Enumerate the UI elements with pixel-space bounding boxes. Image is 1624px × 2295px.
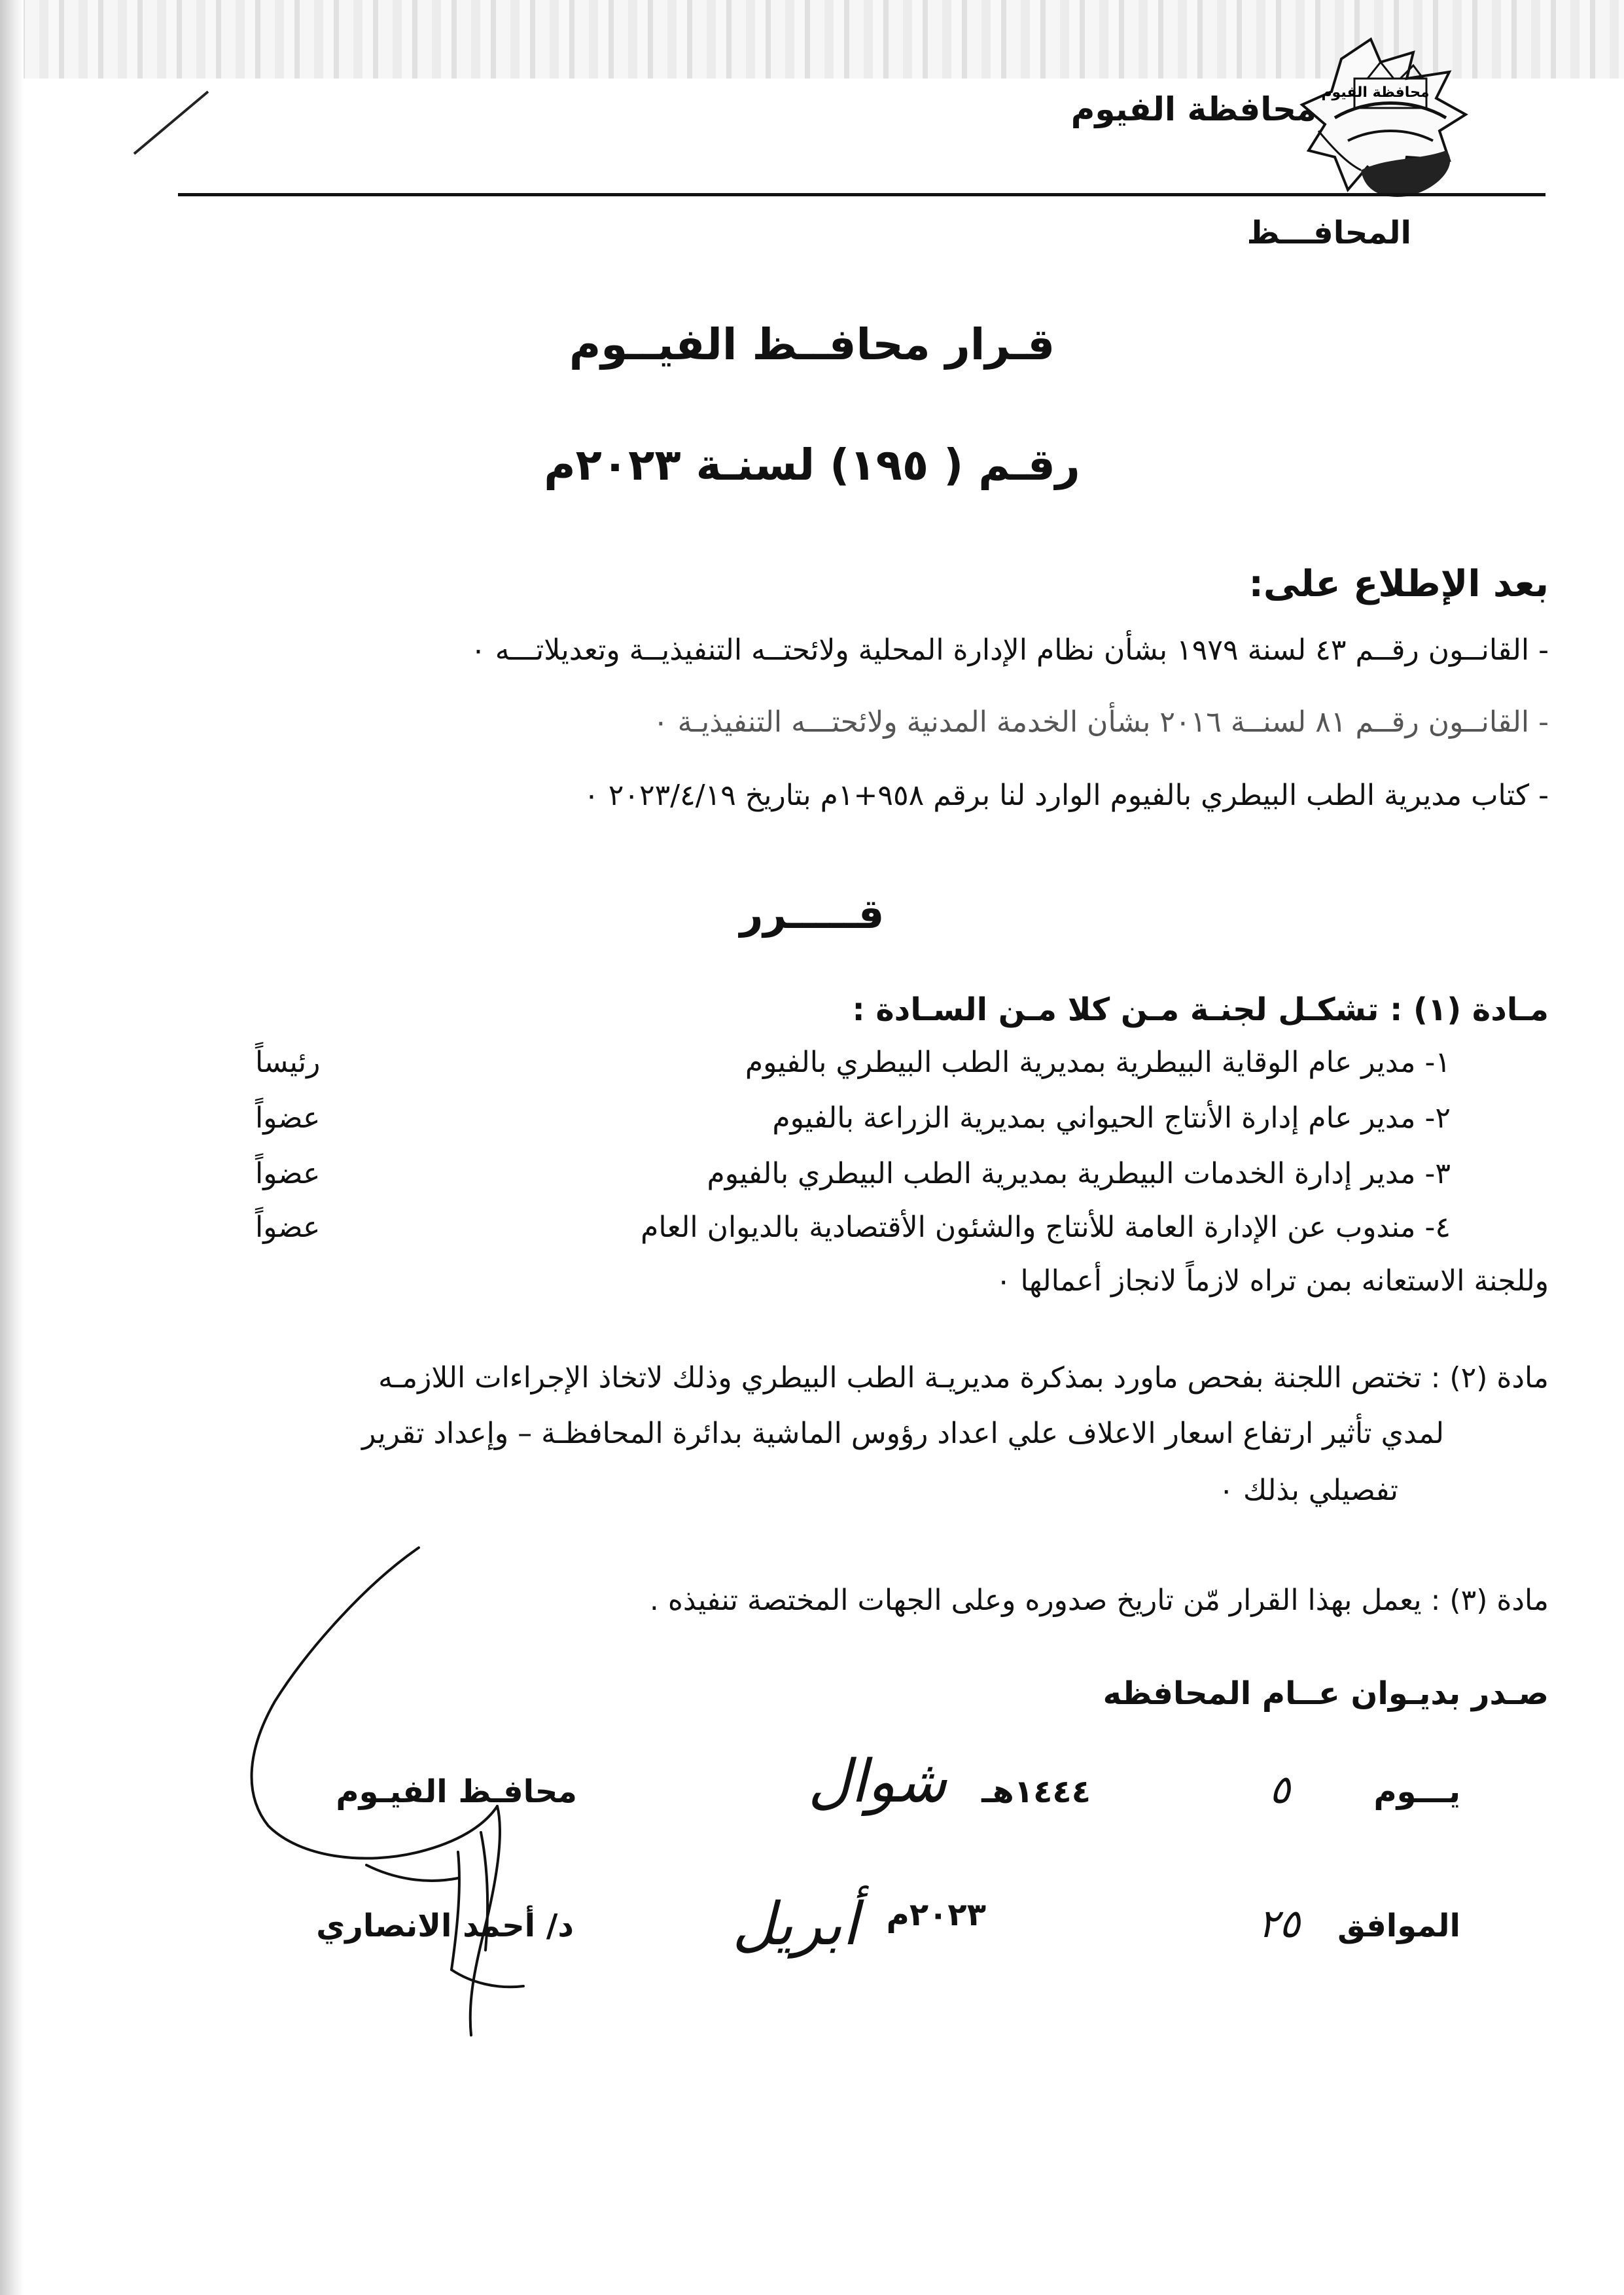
article-3: مادة (٣) : يعمل بهذا القرار مّن تاريخ صدوره وعلى الجهات المختصة تنفيذه .: [649, 1584, 1549, 1617]
reference-item: - القانــون رقــم ٨١ لسنــة ٢٠١٦ بشأن الخدمة المدنية ولائحتـــه التنفيذيـة ٠: [652, 705, 1549, 739]
article-1-heading: مـادة (١) : تشكـل لجنـة مـن كلا مـن السـادة :: [852, 991, 1549, 1028]
decree-title: قـرار محافــظ الفيــوم: [569, 319, 1055, 370]
preamble-heading: بعد الإطلاع على:: [1248, 563, 1549, 605]
emblem-text: محافظة الفيوم: [1321, 84, 1430, 101]
handwritten-signature: [252, 1548, 523, 2035]
committee-member: ٣- مدير إدارة الخدمات البيطرية بمديرية الطب البيطري بالفيوم: [707, 1157, 1451, 1190]
hijri-year: ١٤٤٤هـ: [981, 1773, 1091, 1810]
article-1-note: وللجنة الاستعانه بمن تراه لازماً لانجاز أعمالها ٠: [995, 1264, 1549, 1298]
governorate-label: محافظة الفيوم: [1070, 90, 1316, 128]
committee-member: ٤- مندوب عن الإدارة العامة للأنتاج والشئون الأقتصادية بالديوان العام: [641, 1211, 1451, 1244]
decision-heading: قـــــرر: [739, 890, 885, 938]
governor-title: محافـظ الفيـوم: [336, 1773, 577, 1810]
governor-name: د/ أحمد الانصاري: [316, 1908, 574, 1944]
reference-item: - القانــون رقــم ٤٣ لسنة ١٩٧٩ بشأن نظام الإدارة المحلية ولائحتــه التنفيذيــة وتعديلاتـــه ٠: [470, 633, 1549, 667]
member-role: عضواً: [255, 1101, 321, 1135]
greg-year: ٢٠٢٣م: [886, 1896, 986, 1933]
greg-month-handwritten: أبريل: [732, 1890, 858, 1959]
member-role: عضواً: [255, 1211, 321, 1244]
member-role: عضواً: [255, 1157, 321, 1190]
committee-member: ٢- مدير عام إدارة الأنتاج الحيواني بمديرية الزراعة بالفيوم: [772, 1101, 1451, 1135]
day-label: يـــوم: [1373, 1773, 1460, 1810]
office-label: المحافـــظ: [1246, 215, 1411, 251]
corresponding-label: الموافق: [1337, 1908, 1460, 1944]
article-2-line: تفصيلي بذلك ٠: [1218, 1474, 1398, 1507]
article-2-line: لمدي تأثير ارتفاع اسعار الاعلاف علي اعداد رؤوس الماشية بدائرة المحافظـة – وإعداد تقرير: [362, 1417, 1444, 1450]
member-role: رئيساً: [255, 1046, 321, 1079]
decree-number: رقـم ( ١٩٥) لسنـة ٢٠٢٣م: [544, 440, 1080, 490]
hijri-day-handwritten: ٥: [1269, 1767, 1290, 1813]
reference-item: - كتاب مديرية الطب البيطري بالفيوم الوارد لنا برقم ٩٥٨+١م بتاريخ ٢٠٢٣/٤/١٩ ٠: [584, 779, 1549, 812]
hijri-month-handwritten: شوال: [807, 1747, 947, 1816]
article-2-line: مادة (٢) : تختص اللجنة بفحص ماورد بمذكرة مديريـة الطب البيطري وذلك لاتخاذ الإجراءات اللازمـه: [378, 1361, 1549, 1395]
greg-day-handwritten: ٢٥: [1258, 1901, 1300, 1947]
committee-member: ١- مدير عام الوقاية البيطرية بمديرية الطب البيطري بالفيوم: [745, 1046, 1451, 1079]
issued-at: صـدر بديـوان عــام المحافظه: [1103, 1675, 1549, 1712]
